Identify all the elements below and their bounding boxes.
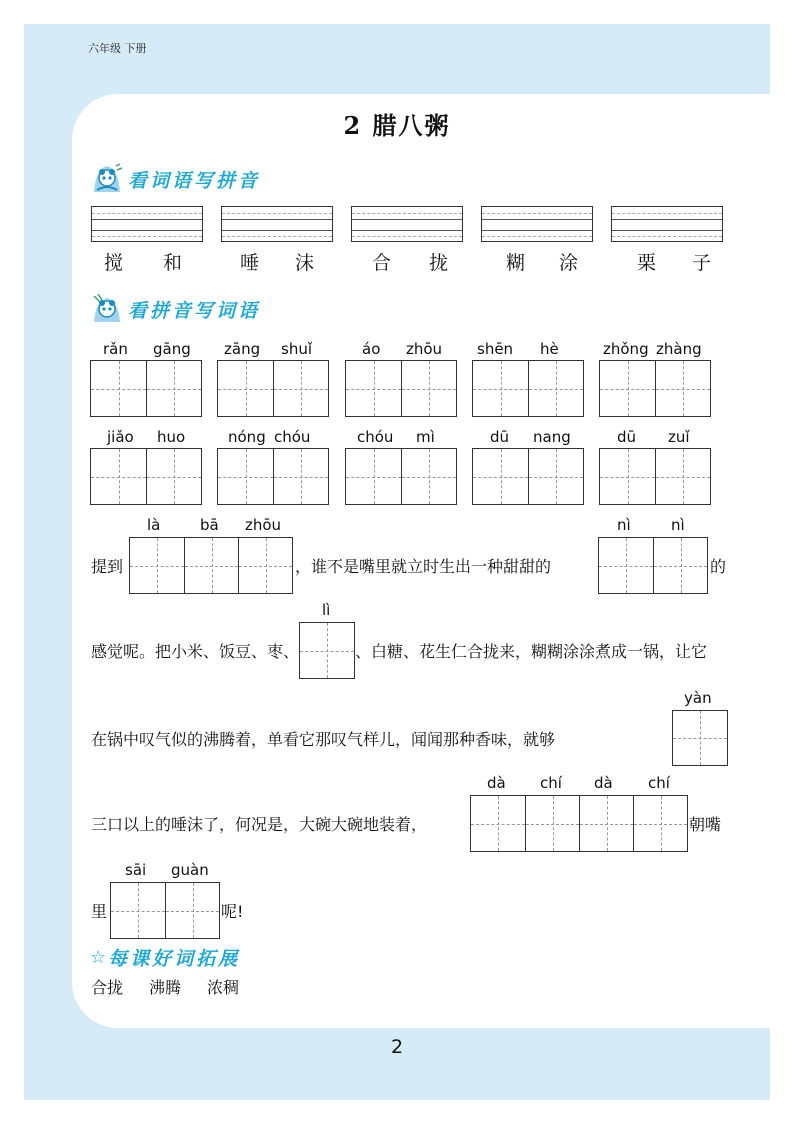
- pinyin-label: dū: [617, 428, 637, 446]
- passage-text: 呢!: [221, 902, 244, 921]
- pinyin-label: guàn: [171, 861, 209, 879]
- panda-icon: [90, 292, 124, 326]
- passage-text: 、白糖、花生仁合拢来，糊糊涂涂煮成一锅，让它: [355, 642, 708, 661]
- word-item: 糊 涂: [506, 252, 578, 274]
- character-grid[interactable]: [345, 448, 457, 505]
- character-grid[interactable]: [472, 360, 584, 417]
- pinyin-label: nóng: [228, 428, 266, 446]
- passage-text: 提到: [91, 557, 124, 576]
- pinyin-label: áo: [362, 340, 381, 358]
- section-heading: 看词语写拼音: [128, 169, 261, 192]
- section-look-pinyin-write-words: [90, 292, 260, 326]
- pinyin-label: bā: [200, 516, 219, 534]
- passage-text: 感觉呢。把小米、饭豆、枣、: [91, 642, 300, 661]
- pinyin-label: nang: [533, 428, 571, 446]
- star-icon: ☆: [90, 947, 107, 968]
- pinyin-label: mì: [416, 428, 435, 446]
- passage-text: 里: [91, 902, 108, 921]
- section-extension: [90, 944, 240, 971]
- pinyin-writing-lines[interactable]: [221, 206, 333, 242]
- section-heading: 看拼音写词语: [128, 299, 261, 322]
- passage-text: 在锅中叹气似的沸腾着，单看它那叹气样儿，闻闻那种香味，就够: [91, 730, 556, 749]
- pinyin-label: shuǐ: [281, 340, 312, 358]
- pinyin-label: là: [147, 516, 161, 534]
- character-grid[interactable]: [217, 448, 329, 505]
- character-grid[interactable]: [345, 360, 457, 417]
- pinyin-label: gāng: [153, 340, 191, 358]
- extension-word: 合拢: [91, 978, 124, 997]
- passage-text: ，谁不是嘴里就立时生出一种甜甜的: [295, 557, 552, 576]
- character-grid[interactable]: [599, 360, 711, 417]
- passage-text: 朝嘴: [689, 815, 722, 834]
- pinyin-label: chí: [540, 774, 562, 792]
- character-grid[interactable]: [470, 795, 688, 852]
- word-item: 栗 子: [637, 252, 711, 274]
- pinyin-label: sāi: [125, 861, 147, 879]
- pinyin-label: dà: [487, 774, 506, 792]
- pinyin-label: chí: [648, 774, 670, 792]
- pinyin-writing-lines[interactable]: [611, 206, 723, 242]
- pinyin-label: zuǐ: [668, 428, 690, 446]
- pinyin-label: zhōu: [245, 516, 282, 534]
- character-grid[interactable]: [672, 710, 728, 766]
- pinyin-label: chóu: [357, 428, 394, 446]
- pinyin-label: jiǎo: [107, 428, 134, 446]
- pinyin-label: dū: [490, 428, 510, 446]
- passage-text: 三口以上的唾沫了，何况是，大碗大碗地装着，: [91, 815, 428, 834]
- character-grid[interactable]: [129, 537, 293, 594]
- passage-text: 的: [710, 557, 727, 576]
- pinyin-label: lì: [322, 601, 331, 619]
- grade-label: 六年级 下册: [88, 42, 147, 55]
- character-grid[interactable]: [299, 622, 355, 679]
- extension-words: [91, 975, 239, 998]
- character-grid[interactable]: [90, 360, 202, 417]
- character-grid[interactable]: [110, 882, 220, 939]
- pinyin-label: yàn: [684, 689, 712, 707]
- pinyin-label: zāng: [224, 340, 261, 358]
- extension-word: 沸腾: [149, 978, 182, 997]
- pinyin-label: rǎn: [103, 340, 128, 358]
- pinyin-label: huo: [157, 428, 186, 446]
- pinyin-label: dà: [594, 774, 613, 792]
- pinyin-writing-lines[interactable]: [481, 206, 593, 242]
- section-heading: 每课好词拓展: [108, 948, 241, 970]
- pinyin-label: zhǒng: [603, 340, 649, 358]
- pinyin-label: zhōu: [406, 340, 443, 358]
- pinyin-label: nì: [671, 516, 685, 534]
- pinyin-label: shēn: [477, 340, 514, 358]
- word-item: 合 拢: [372, 252, 448, 274]
- section-look-words-write-pinyin: [90, 162, 260, 196]
- page-number: 2: [390, 1036, 404, 1058]
- pinyin-label: nì: [617, 516, 631, 534]
- panda-icon: [90, 162, 124, 196]
- word-item: 唾 沫: [240, 252, 314, 274]
- pinyin-label: hè: [540, 340, 559, 358]
- extension-word: 浓稠: [207, 978, 240, 997]
- character-grid[interactable]: [472, 448, 584, 505]
- character-grid[interactable]: [90, 448, 202, 505]
- lesson-title: 2 腊八粥: [343, 111, 451, 140]
- pinyin-writing-lines[interactable]: [351, 206, 463, 242]
- pinyin-label: chóu: [274, 428, 311, 446]
- character-grid[interactable]: [599, 448, 711, 505]
- word-item: 搅 和: [104, 252, 182, 274]
- character-grid[interactable]: [217, 360, 329, 417]
- character-grid[interactable]: [598, 537, 708, 594]
- pinyin-writing-lines[interactable]: [91, 206, 203, 242]
- pinyin-label: zhàng: [656, 340, 702, 358]
